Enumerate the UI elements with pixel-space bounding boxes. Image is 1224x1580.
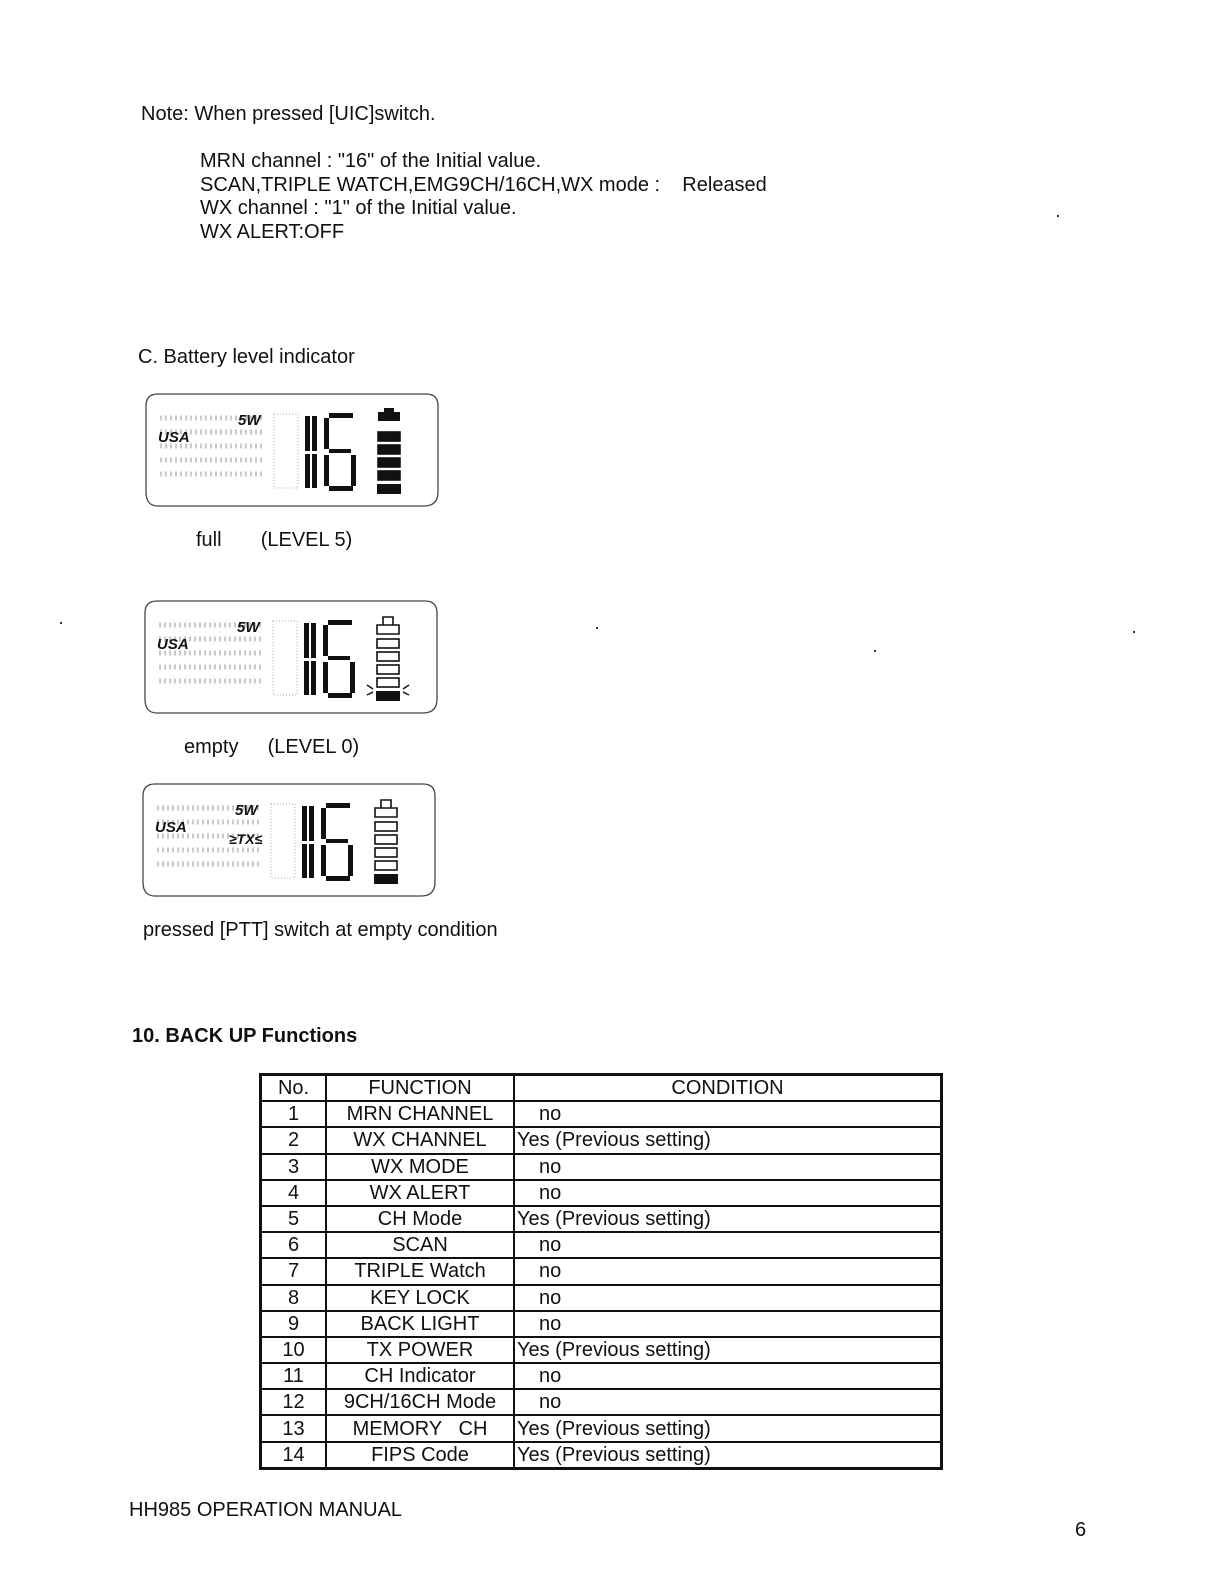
battery-icon <box>377 408 401 494</box>
channel-digits <box>305 413 356 491</box>
cell-no: 9 <box>261 1311 327 1337</box>
page-number: 6 <box>1075 1519 1087 1541</box>
header-condition: CONDITION <box>514 1075 942 1102</box>
table-row <box>261 1258 942 1284</box>
cell-function: BACK LIGHT <box>326 1311 514 1337</box>
cell-condition: Yes (Previous setting) <box>514 1127 942 1153</box>
lcd-display-full <box>144 392 440 510</box>
cell-no: 3 <box>261 1154 327 1180</box>
channel-digits <box>302 803 353 881</box>
cell-no: 4 <box>261 1180 327 1206</box>
cell-no: 12 <box>261 1389 327 1415</box>
battery-icon <box>367 617 409 701</box>
usa-label: USA <box>157 636 189 653</box>
cell-no: 14 <box>261 1442 327 1469</box>
scan-speck <box>1133 631 1135 633</box>
cell-function: TRIPLE Watch <box>326 1258 514 1284</box>
cell-no: 13 <box>261 1415 327 1441</box>
cell-function: WX MODE <box>326 1154 514 1180</box>
cell-function: CH Indicator <box>326 1363 514 1389</box>
table-row <box>261 1337 942 1363</box>
caption-state: empty <box>184 736 239 758</box>
cell-no: 11 <box>261 1363 327 1389</box>
caption-full <box>196 529 352 552</box>
table-row <box>261 1206 942 1232</box>
section-c-title: C. Battery level indicator <box>138 346 355 368</box>
scan-speck <box>874 650 876 652</box>
cell-function: TX POWER <box>326 1337 514 1363</box>
cell-no: 8 <box>261 1285 327 1311</box>
table-row <box>261 1285 942 1311</box>
table-row <box>261 1127 942 1153</box>
caption-empty <box>184 736 359 759</box>
power-label: 5W <box>238 412 261 429</box>
power-label: 5W <box>235 802 258 819</box>
cell-no: 1 <box>261 1101 327 1127</box>
cell-function: CH Mode <box>326 1206 514 1232</box>
table-row <box>261 1101 942 1127</box>
caption-state: full <box>196 529 222 551</box>
table-row <box>261 1311 942 1337</box>
cell-function: FIPS Code <box>326 1442 514 1469</box>
note-item: SCAN,TRIPLE WATCH,EMG9CH/16CH,WX mode : Released <box>200 173 767 196</box>
cell-condition: no <box>514 1258 942 1284</box>
cell-condition: no <box>514 1154 942 1180</box>
cell-condition: no <box>514 1311 942 1337</box>
caption-ptt: pressed [PTT] switch at empty condition <box>143 919 498 941</box>
table-row <box>261 1415 942 1441</box>
backup-functions-table <box>259 1073 943 1470</box>
header-no: No. <box>261 1075 327 1102</box>
table-header-row <box>261 1075 942 1102</box>
cell-condition: no <box>514 1232 942 1258</box>
cell-condition: no <box>514 1101 942 1127</box>
note-item: MRN channel : "16" of the Initial value. <box>200 150 542 172</box>
cell-condition: Yes (Previous setting) <box>514 1415 942 1441</box>
table-row <box>261 1232 942 1258</box>
cell-no: 5 <box>261 1206 327 1232</box>
cell-no: 6 <box>261 1232 327 1258</box>
table-row <box>261 1154 942 1180</box>
cell-condition: Yes (Previous setting) <box>514 1206 942 1232</box>
note-heading: Note: When pressed [UIC]switch. <box>141 103 436 125</box>
lcd-display-ptt <box>141 782 437 900</box>
cell-no: 10 <box>261 1337 327 1363</box>
lcd-display-empty <box>143 599 439 717</box>
scan-speck <box>60 622 62 624</box>
cell-function: WX ALERT <box>326 1180 514 1206</box>
table-row <box>261 1180 942 1206</box>
caption-level: (LEVEL 0) <box>267 736 360 758</box>
table-row <box>261 1363 942 1389</box>
header-function: FUNCTION <box>326 1075 514 1102</box>
cell-condition: no <box>514 1180 942 1206</box>
cell-function: WX CHANNEL <box>326 1127 514 1153</box>
note-item: WX channel : "1" of the Initial value. <box>200 197 517 219</box>
cell-function: MRN CHANNEL <box>326 1101 514 1127</box>
table-row <box>261 1389 942 1415</box>
scan-speck <box>596 627 598 629</box>
cell-condition: no <box>514 1389 942 1415</box>
footer-manual-title: HH985 OPERATION MANUAL <box>129 1499 403 1521</box>
battery-icon <box>374 800 398 884</box>
cell-function: KEY LOCK <box>326 1285 514 1311</box>
cell-condition: no <box>514 1363 942 1389</box>
cell-no: 7 <box>261 1258 327 1284</box>
note-item: WX ALERT:OFF <box>200 220 345 243</box>
cell-no: 2 <box>261 1127 327 1153</box>
cell-function: SCAN <box>326 1232 514 1258</box>
tx-label: ≥TX≤ <box>229 831 263 847</box>
usa-label: USA <box>155 819 187 836</box>
usa-label: USA <box>158 429 190 446</box>
scan-speck <box>1057 215 1059 217</box>
power-label: 5W <box>237 619 260 636</box>
cell-function: 9CH/16CH Mode <box>326 1389 514 1415</box>
caption-level: (LEVEL 5) <box>260 529 353 551</box>
section-10-title: 10. BACK UP Functions <box>132 1025 358 1047</box>
note-list <box>200 150 767 244</box>
cell-function: MEMORY CH <box>326 1415 514 1441</box>
cell-condition: Yes (Previous setting) <box>514 1337 942 1363</box>
cell-condition: no <box>514 1285 942 1311</box>
channel-digits <box>304 620 355 698</box>
cell-condition: Yes (Previous setting) <box>514 1442 942 1469</box>
table-row <box>261 1442 942 1469</box>
